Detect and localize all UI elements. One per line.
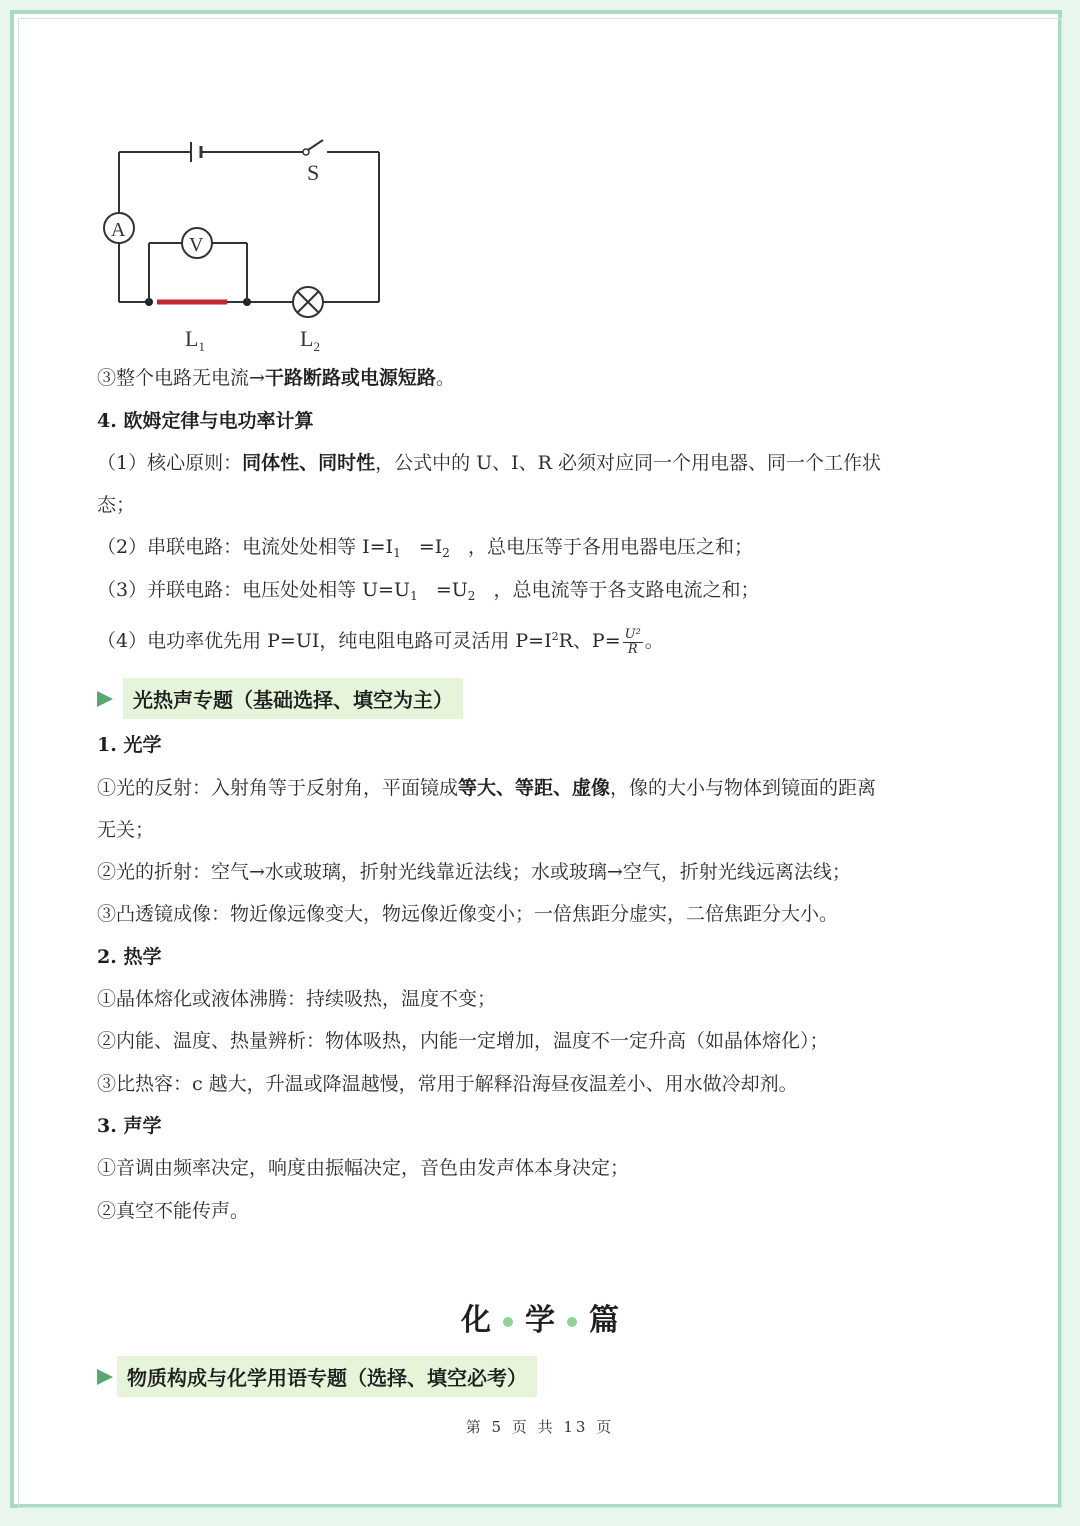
line-electric-power: （4）电功率优先用 P=UI，纯电阻电路可灵活用 $P=I^2R$、P= $\frac{\text{U²}}{R}$ 。 <box>97 626 664 657</box>
line-parallel-circuit: （3）并联电路：电压处处相等 $U=U_1$ $=U_2$ ，总电流等于各支路电流之和； <box>97 579 760 603</box>
line-series-circuit: （2）串联电路：电流处处相等 $I=I_1$ $=I_2$ ，总电压等于各用电器电压之和； <box>97 536 754 560</box>
chapter-title: 化 学 篇 <box>461 1303 619 1338</box>
switch-label: S <box>307 160 320 185</box>
heading-sound: 3. 声学 <box>97 1115 162 1137</box>
line-specific-heat: ③比热容：c 越大，升温或降温越慢，常用于解释沿海昼夜温差小、用水做冷却剂。 <box>97 1073 798 1095</box>
switch-lever <box>308 140 323 150</box>
voltmeter-label: V <box>189 234 204 256</box>
line-internal-energy: ②内能、温度、热量辨析：物体吸热，内能一定增加，温度不一定升高（如晶体熔化）； <box>97 1030 829 1052</box>
section-optics-heat-sound <box>97 678 463 719</box>
circuit-diagram <box>95 130 395 360</box>
heading-heat: 2. 热学 <box>97 946 162 968</box>
power-fraction: $\frac{\text{U²}}{R}$ <box>624 626 641 657</box>
ammeter-label: A <box>111 219 126 241</box>
page-number: 第 5 页 共 13 页 <box>465 1418 615 1436</box>
heading-optics: 1. 光学 <box>97 734 162 756</box>
lamp2-label: $L_2$ <box>300 326 320 354</box>
line-refraction: ②光的折射：空气→水或玻璃，折射光线靠近法线；水或玻璃→空气，折射光线远离法线； <box>97 861 851 883</box>
lamp1-label: $L_1$ <box>185 326 205 354</box>
section-arrow-icon <box>97 1369 113 1385</box>
line-reflection-cont: 无关； <box>97 819 155 841</box>
line-convex-lens: ③凸透镜成像：物近像远像变大，物远像近像变小；一倍焦距分虚实，二倍焦距分大小。 <box>97 903 839 925</box>
line-core-principle: （1）核心原则：同体性、同时性，公式中的 U、I、R 必须对应同一个用电器、同一个工作状 <box>97 452 882 474</box>
line-core-principle-cont: 态； <box>97 494 136 516</box>
section-arrow-icon <box>97 691 113 707</box>
line-vacuum: ②真空不能传声。 <box>97 1200 250 1222</box>
heading-ohm-law: 4. 欧姆定律与电功率计算 <box>97 410 314 432</box>
section-title: 光热声专题（基础选择、填空为主） <box>123 678 463 719</box>
line-melting: ①晶体熔化或液体沸腾：持续吸热，温度不变； <box>97 988 497 1010</box>
chapter-dot <box>567 1317 577 1327</box>
line-pitch: ①音调由频率决定，响度由振幅决定，音色由发声体本身决定； <box>97 1157 630 1179</box>
chapter-dot <box>503 1317 513 1327</box>
section-title: 物质构成与化学用语专题（选择、填空必考） <box>117 1356 537 1397</box>
line-reflection: ①光的反射：入射角等于反射角，平面镜成等大、等距、虚像，像的大小与物体到镜面的距离 <box>97 777 877 799</box>
section-chemistry-structure <box>97 1356 537 1397</box>
line-no-current: ③整个电路无电流→干路断路或电源短路。 <box>97 367 455 389</box>
